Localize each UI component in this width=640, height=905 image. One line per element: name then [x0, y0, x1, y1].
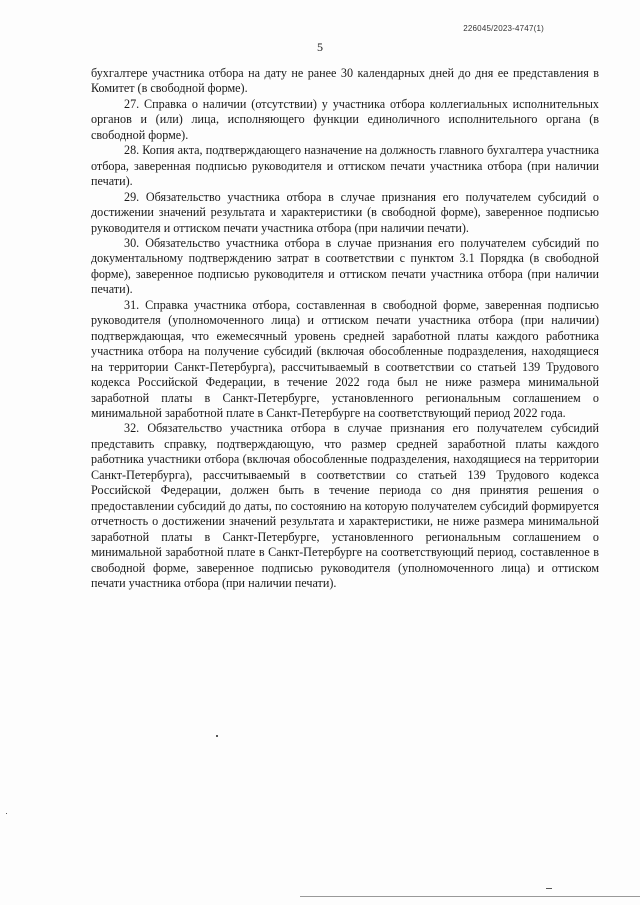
scan-speck [6, 813, 7, 814]
paragraph-32: 32. Обязательство участника отбора в случае признания его получателем субсидий представить справку, подтверждающую, что размер средней заработной платы каждого работника участники отбора (включая обособленные подразделения, находящиеся на территории Санкт-Петербурга), рассчитываемый в соответствии со статьей 139 Трудового кодекса Российской Федерации, должен быть в течение периода со дня принятия решения о предоставлении субсидий до даты, по состоянию на которую получателем субсидий формируется отчетность о достижении значений результата и характеристики, не ниже размера минимальной заработной платы в Санкт-Петербурге, установленного региональным соглашением о минимальной заработной плате в Санкт-Петербурге на соответствующий период, составленное в свободной форме, заверенное подписью руководителя (уполномоченного лица) и оттиском печати участника отбора (при наличии печати). [91, 421, 599, 590]
document-body [91, 66, 599, 591]
page-number: 5 [317, 40, 323, 54]
document-registration-number: 226045/2023-4747(1) [463, 24, 544, 33]
scan-edge-line [300, 896, 640, 897]
paragraph-28: 28. Копия акта, подтверждающего назначение на должность главного бухгалтера участника отбора, заверенная подписью руководителя и оттиском печати участника отбора (при наличии печати). [91, 143, 599, 189]
scan-speck [546, 888, 552, 889]
paragraph-27: 27. Справка о наличии (отсутствии) у участника отбора коллегиальных исполнительных органов и (или) лица, исполняющего функции единоличного исполнительного органа (в свободной форме). [91, 96, 599, 142]
paragraph-29: 29. Обязательство участника отбора в случае признания его получателем субсидий о достижении значений результата и характеристики (в свободной форме), заверенное подписью руководителя и оттиском печати участника отбора (при наличии печати). [91, 189, 599, 235]
scan-speck [216, 735, 218, 737]
paragraph-30: 30. Обязательство участника отбора в случае признания его получателем субсидий по документальному подтверждению затрат в соответствии с пунктом 3.1 Порядка (в свободной форме), заверенное подписью руководителя и оттиском печати участника отбора (при наличии печати). [91, 235, 599, 297]
paragraph-continuation: бухгалтере участника отбора на дату не ранее 30 календарных дней до дня ее представления в Комитет (в свободной форме). [91, 66, 599, 96]
paragraph-31: 31. Справка участника отбора, составленная в свободной форме, заверенная подписью руководителя (уполномоченного лица) и оттиском печати участника отбора (при наличии) подтверждающая, что ежемесячный уровень средней заработной платы каждого работника участника отбора на получение субсидий (включая обособленные подразделения, находящиеся на территории Санкт-Петербурга), рассчитываемый в соответствии со статьей 139 Трудового кодекса Российской Федерации, в течение 2022 года был не ниже размера минимальной заработной платы в Санкт-Петербурге, установленного региональным соглашением о минимальной заработной плате в Санкт-Петербурге на соответствующий период 2022 года. [91, 297, 599, 420]
